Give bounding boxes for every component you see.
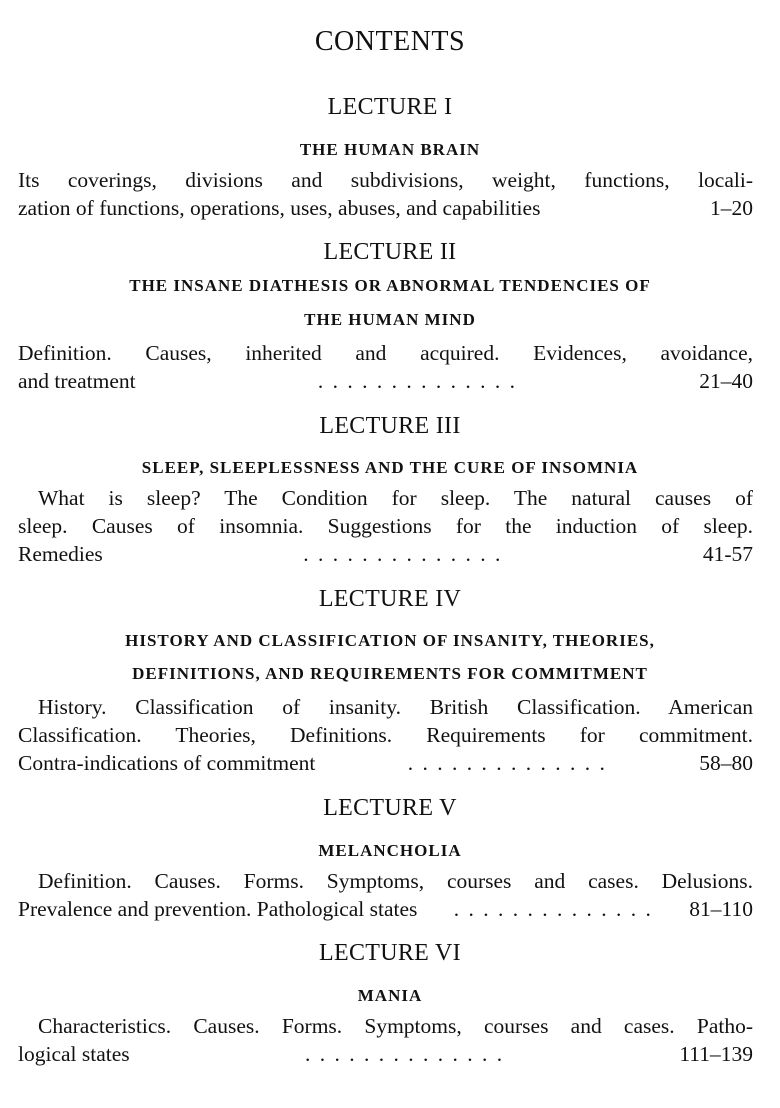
lecture-4-description [18, 693, 753, 777]
description-last-line [18, 1040, 753, 1068]
description-line: Remedies [18, 542, 103, 566]
page-title: CONTENTS [314, 26, 466, 57]
lecture-5-subhead: MELANCHOLIA [318, 841, 462, 860]
description-last-line [18, 194, 753, 222]
description-line: and treatment [18, 369, 136, 393]
lecture-3-subhead: SLEEP, SLEEPLESSNESS AND THE CURE OF INSOMNIA [141, 458, 639, 477]
lecture-2-heading: LECTURE II [323, 239, 457, 265]
description-line: History. Classification of insanity. British Classification. American [38, 695, 753, 719]
page-range: 58–80 [699, 751, 753, 775]
description-line: Prevalence and prevention. Pathological states [18, 897, 418, 921]
dot-leader: . . . . . . . . . . . . . . [303, 542, 503, 566]
lecture-2-description [18, 339, 753, 395]
page-range: 111–139 [679, 1042, 753, 1066]
lecture-1-description [18, 166, 753, 222]
lecture-6-description [18, 1012, 753, 1068]
page-range: 81–110 [689, 897, 753, 921]
description-line: Definition. Causes, inherited and acquired. Evidences, avoidance, [18, 341, 753, 365]
lecture-5-description [18, 867, 753, 923]
lecture-3-heading: LECTURE III [319, 413, 461, 439]
dot-leader: . . . . . . . . . . . . . . [317, 369, 517, 393]
dot-leader: . . . . . . . . . . . . . . [304, 1042, 505, 1066]
description-last-line [18, 895, 753, 923]
dot-leader: . . . . . . . . . . . . . . [407, 751, 607, 775]
page-range: 41-57 [702, 542, 753, 566]
lecture-2-subhead: THE HUMAN MIND [304, 310, 476, 329]
lecture-2-subhead: THE INSANE DIATHESIS OR ABNORMAL TENDENCIES OF [129, 276, 651, 295]
dot-leader: . . . . . . . . . . . . . . [453, 897, 653, 921]
description-line: What is sleep? The Condition for sleep. The natural causes of [38, 486, 753, 510]
description-line: Its coverings, divisions and subdivisions, weight, functions, locali- [18, 168, 753, 192]
lecture-6-heading: LECTURE VI [319, 940, 461, 966]
description-last-line [18, 367, 753, 395]
description-line: Contra-indications of commitment [18, 751, 316, 775]
description-last-line [18, 540, 753, 568]
description-line: Classification. Theories, Definitions. Requirements for commitment. [18, 723, 753, 747]
description-line: Definition. Causes. Forms. Symptoms, courses and cases. Delusions. [38, 869, 753, 893]
description-last-line [18, 749, 753, 777]
description-line: zation of functions, operations, uses, abuses, and capabilities [18, 196, 541, 220]
description-line: logical states [18, 1042, 130, 1066]
lecture-3-description [18, 484, 753, 568]
lecture-4-subhead: HISTORY AND CLASSIFICATION OF INSANITY, THEORIES, [125, 631, 655, 650]
lecture-5-heading: LECTURE V [323, 795, 457, 821]
page-range: 21–40 [699, 369, 753, 393]
description-line: Characteristics. Causes. Forms. Symptoms, courses and cases. Patho- [38, 1014, 753, 1038]
lecture-6-subhead: MANIA [357, 986, 423, 1005]
lecture-1-subhead: THE HUMAN BRAIN [299, 140, 481, 159]
lecture-4-subhead: DEFINITIONS, AND REQUIREMENTS FOR COMMITMENT [132, 664, 648, 683]
description-line: sleep. Causes of insomnia. Suggestions for the induction of sleep. [18, 514, 753, 538]
lecture-1-heading: LECTURE I [327, 94, 453, 120]
page-range: 1–20 [710, 196, 753, 220]
lecture-4-heading: LECTURE IV [318, 586, 462, 612]
